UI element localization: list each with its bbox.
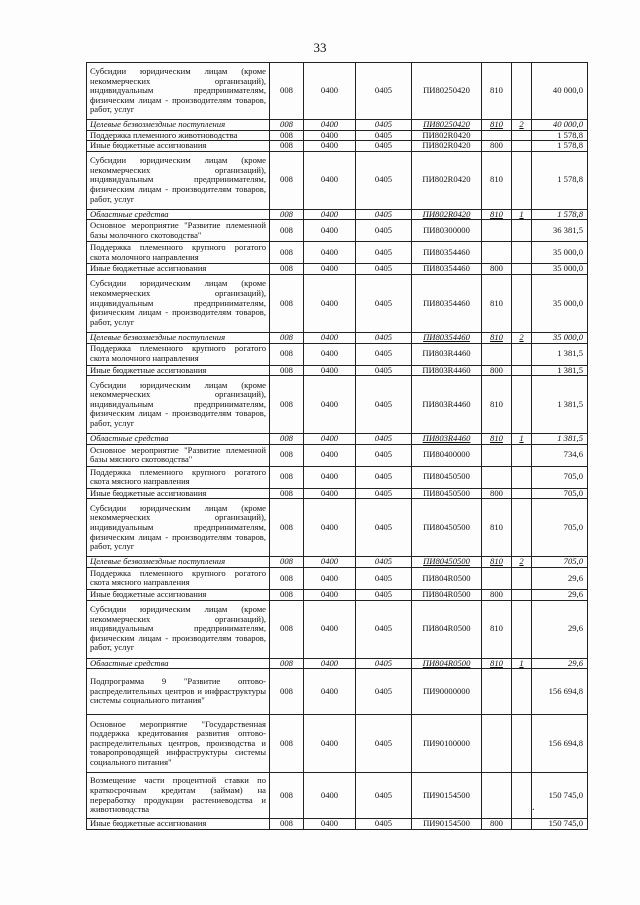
cell-subsection-code: 0405 [356,488,412,499]
cell-ministry-code: 008 [270,444,304,466]
cell-subsection-code: 0405 [356,589,412,600]
cell-section-code: 0400 [304,589,356,600]
cell-subsection-code: 0405 [356,63,412,120]
table-row [87,332,588,343]
cell-amount: 1 578,8 [532,130,588,141]
cell-name: Основное мероприятие "Развитие племенной базы молочного скотоводства" [87,220,270,242]
cell-subsection-code: 0405 [356,669,412,715]
table-row [87,773,588,819]
cell-ministry-code: 008 [270,264,304,275]
cell-target-code: ПИ80354460 [412,264,482,275]
cell-ministry-code: 008 [270,669,304,715]
cell-target-code: ПИ80354460 [412,274,482,332]
cell-amount: 1 381,5 [532,365,588,376]
cell-target-code: ПИ80250420 [412,63,482,120]
cell-ministry-code: 008 [270,434,304,445]
cell-ministry-code: 008 [270,773,304,819]
cell-target-code: ПИ80450500 [412,466,482,488]
cell-subsection-code: 0405 [356,557,412,568]
cell-section-code: 0400 [304,120,356,131]
cell-expense-type: 810 [482,499,512,557]
cell-amount: 35 000,0 [532,274,588,332]
cell-ministry-code: 008 [270,274,304,332]
cell-expense-type [482,242,512,264]
cell-ministry-code: 008 [270,63,304,120]
cell-section-code: 0400 [304,715,356,773]
cell-subsection-code: 0405 [356,120,412,131]
cell-target-code: ПИ80400000 [412,444,482,466]
cell-expense-type [482,130,512,141]
cell-target-code: ПИ802R0420 [412,151,482,209]
cell-name: Поддержка племенного крупного рогатого скота молочного направления [87,242,270,264]
cell-section-code: 0400 [304,600,356,658]
cell-name: Подпрограмма 9 "Развитие оптово-распределительных центров и инфраструктуры системы социального питания" [87,669,270,715]
cell-funding-source: 2 [512,120,532,131]
cell-ministry-code: 008 [270,242,304,264]
cell-amount: 1 381,5 [532,376,588,434]
cell-expense-type: 800 [482,141,512,152]
cell-amount: 1 381,5 [532,434,588,445]
cell-subsection-code: 0405 [356,600,412,658]
cell-name: Иные бюджетные ассигнования [87,488,270,499]
cell-subsection-code: 0405 [356,658,412,669]
cell-funding-source [512,600,532,658]
cell-funding-source [512,773,532,819]
cell-ministry-code: 008 [270,557,304,568]
table-row [87,557,588,568]
cell-name: Иные бюджетные ассигнования [87,819,270,830]
cell-expense-type: 800 [482,264,512,275]
cell-target-code: ПИ804R0500 [412,589,482,600]
cell-section-code: 0400 [304,444,356,466]
cell-section-code: 0400 [304,557,356,568]
cell-name: Субсидии юридическим лицам (кроме некоммерческих организаций), индивидуальным предпринимателям, физическим лицам - производителям товаров, работ, услуг [87,600,270,658]
cell-funding-source [512,63,532,120]
cell-amount: 1 578,8 [532,209,588,220]
cell-funding-source [512,264,532,275]
cell-subsection-code: 0405 [356,434,412,445]
cell-amount: 35 000,0 [532,242,588,264]
cell-expense-type [482,669,512,715]
cell-expense-type [482,715,512,773]
cell-section-code: 0400 [304,499,356,557]
cell-section-code: 0400 [304,466,356,488]
cell-ministry-code: 008 [270,220,304,242]
cell-section-code: 0400 [304,343,356,365]
cell-subsection-code: 0405 [356,130,412,141]
cell-amount: 1 578,8 [532,141,588,152]
cell-ministry-code: 008 [270,488,304,499]
cell-target-code: ПИ802R0420 [412,141,482,152]
cell-funding-source [512,488,532,499]
table-row [87,567,588,589]
cell-ministry-code: 008 [270,600,304,658]
table-row [87,209,588,220]
cell-amount: 29,6 [532,589,588,600]
cell-name: Субсидии юридическим лицам (кроме некоммерческих организаций), индивидуальным предпринимателям, физическим лицам - производителям товаров, работ, услуг [87,499,270,557]
cell-expense-type [482,220,512,242]
cell-subsection-code: 0405 [356,151,412,209]
table-body [87,63,588,830]
cell-amount: 1 578,8 [532,151,588,209]
cell-funding-source [512,242,532,264]
cell-subsection-code: 0405 [356,567,412,589]
cell-amount: 705,0 [532,499,588,557]
cell-funding-source [512,130,532,141]
cell-ministry-code: 008 [270,130,304,141]
cell-name: Целевые безвозмездные поступления [87,557,270,568]
cell-name: Иные бюджетные ассигнования [87,141,270,152]
cell-name: Областные средства [87,658,270,669]
cell-section-code: 0400 [304,434,356,445]
cell-target-code: ПИ80300000 [412,220,482,242]
cell-section-code: 0400 [304,365,356,376]
cell-name: Иные бюджетные ассигнования [87,365,270,376]
cell-target-code: ПИ80354460 [412,242,482,264]
cell-target-code: ПИ80250420 [412,120,482,131]
cell-expense-type: 810 [482,600,512,658]
cell-section-code: 0400 [304,658,356,669]
cell-name: Поддержка племенного животноводства [87,130,270,141]
table-row [87,242,588,264]
cell-subsection-code: 0405 [356,343,412,365]
cell-ministry-code: 008 [270,376,304,434]
cell-target-code: ПИ803R4460 [412,434,482,445]
cell-name: Основное мероприятие "Развитие племенной базы мясного скотоводства" [87,444,270,466]
cell-amount: 40 000,0 [532,120,588,131]
cell-expense-type: 810 [482,151,512,209]
cell-funding-source [512,819,532,830]
cell-name: Поддержка племенного крупного рогатого скота мясного направления [87,466,270,488]
cell-expense-type: 810 [482,332,512,343]
table-row [87,141,588,152]
cell-expense-type [482,444,512,466]
page-number: 33 [313,40,327,55]
cell-amount: 35 000,0 [532,332,588,343]
cell-section-code: 0400 [304,773,356,819]
table-row [87,444,588,466]
cell-section-code: 0400 [304,488,356,499]
cell-ministry-code: 008 [270,499,304,557]
cell-funding-source: 2 [512,332,532,343]
cell-subsection-code: 0405 [356,444,412,466]
cell-amount: 1 381,5 [532,343,588,365]
cell-funding-source [512,220,532,242]
cell-subsection-code: 0405 [356,376,412,434]
cell-expense-type: 810 [482,209,512,220]
cell-funding-source [512,589,532,600]
cell-ministry-code: 008 [270,343,304,365]
cell-target-code: ПИ804R0500 [412,567,482,589]
cell-ministry-code: 008 [270,209,304,220]
cell-expense-type: 810 [482,274,512,332]
table-row [87,466,588,488]
cell-expense-type: 810 [482,434,512,445]
cell-subsection-code: 0405 [356,773,412,819]
cell-target-code: ПИ90000000 [412,669,482,715]
cell-ministry-code: 008 [270,567,304,589]
table-row [87,434,588,445]
cell-target-code: ПИ80450500 [412,488,482,499]
table-row [87,600,588,658]
cell-subsection-code: 0405 [356,466,412,488]
cell-name: Областные средства [87,209,270,220]
cell-name: Иные бюджетные ассигнования [87,264,270,275]
cell-name: Основное мероприятие "Государственная поддержка кредитования развития оптово-распределительных центров, производства и товаропроводящей инфраструктуры системы социального питания" [87,715,270,773]
cell-section-code: 0400 [304,63,356,120]
cell-target-code: ПИ90100000 [412,715,482,773]
cell-name: Субсидии юридическим лицам (кроме некоммерческих организаций), индивидуальным предпринимателям, физическим лицам - производителям товаров, работ, услуг [87,63,270,120]
cell-expense-type: 810 [482,557,512,568]
cell-funding-source [512,715,532,773]
cell-amount: 734,6 [532,444,588,466]
cell-name: Целевые безвозмездные поступления [87,120,270,131]
cell-expense-type: 800 [482,819,512,830]
cell-funding-source [512,376,532,434]
cell-expense-type: 800 [482,365,512,376]
cell-funding-source [512,466,532,488]
cell-section-code: 0400 [304,130,356,141]
cell-expense-type: 800 [482,589,512,600]
table-row [87,63,588,120]
cell-section-code: 0400 [304,376,356,434]
table-row [87,376,588,434]
cell-section-code: 0400 [304,264,356,275]
cell-expense-type [482,466,512,488]
cell-ministry-code: 008 [270,151,304,209]
cell-section-code: 0400 [304,332,356,343]
cell-subsection-code: 0405 [356,332,412,343]
table-row [87,658,588,669]
cell-amount: 150 745,0 [532,819,588,830]
cell-amount: 29,6 [532,658,588,669]
cell-target-code: ПИ80450500 [412,557,482,568]
cell-section-code: 0400 [304,567,356,589]
cell-funding-source [512,141,532,152]
table-row [87,819,588,830]
cell-expense-type [482,773,512,819]
cell-amount: 40 000,0 [532,63,588,120]
cell-subsection-code: 0405 [356,264,412,275]
cell-funding-source: 2 [512,557,532,568]
cell-subsection-code: 0405 [356,274,412,332]
cell-ministry-code: 008 [270,332,304,343]
cell-section-code: 0400 [304,819,356,830]
cell-section-code: 0400 [304,669,356,715]
cell-target-code: ПИ802R0420 [412,209,482,220]
cell-name: Субсидии юридическим лицам (кроме некоммерческих организаций), индивидуальным предпринимателям, физическим лицам - производителям товаров, работ, услуг [87,274,270,332]
cell-funding-source: 1 [512,209,532,220]
cell-amount: 705,0 [532,557,588,568]
cell-target-code: ПИ90154500 [412,773,482,819]
cell-funding-source [512,365,532,376]
table-row [87,120,588,131]
cell-expense-type: 810 [482,658,512,669]
cell-ministry-code: 008 [270,715,304,773]
cell-name: Субсидии юридическим лицам (кроме некоммерческих организаций), индивидуальным предпринимателям, физическим лицам - производителям товаров, работ, услуг [87,376,270,434]
table-row [87,264,588,275]
cell-funding-source [512,669,532,715]
cell-subsection-code: 0405 [356,819,412,830]
cell-subsection-code: 0405 [356,499,412,557]
table-row [87,220,588,242]
cell-name: Областные средства [87,434,270,445]
cell-subsection-code: 0405 [356,715,412,773]
cell-expense-type [482,567,512,589]
cell-amount: 156 694,8 [532,715,588,773]
cell-section-code: 0400 [304,209,356,220]
cell-name: Субсидии юридическим лицам (кроме некоммерческих организаций), индивидуальным предпринимателям, физическим лицам - производителям товаров, работ, услуг [87,151,270,209]
cell-target-code: ПИ90154500 [412,819,482,830]
cell-target-code: ПИ804R0500 [412,600,482,658]
cell-funding-source [512,151,532,209]
cell-section-code: 0400 [304,220,356,242]
cell-subsection-code: 0405 [356,365,412,376]
cell-subsection-code: 0405 [356,209,412,220]
table-row [87,274,588,332]
cell-expense-type [482,343,512,365]
table-row [87,365,588,376]
cell-target-code: ПИ803R4460 [412,376,482,434]
cell-funding-source [512,343,532,365]
cell-funding-source [512,274,532,332]
cell-amount: 150 745,0 [532,773,588,819]
budget-allocation-table [86,62,588,830]
cell-amount: 35 000,0 [532,264,588,275]
cell-target-code: ПИ803R4460 [412,365,482,376]
cell-ministry-code: 008 [270,819,304,830]
cell-name: Иные бюджетные ассигнования [87,589,270,600]
table-row [87,715,588,773]
cell-amount: 705,0 [532,488,588,499]
cell-amount: 29,6 [532,600,588,658]
table-row [87,589,588,600]
cell-funding-source [512,499,532,557]
cell-section-code: 0400 [304,242,356,264]
cell-expense-type: 810 [482,63,512,120]
cell-target-code: ПИ803R4460 [412,343,482,365]
cell-amount: 29,6 [532,567,588,589]
cell-funding-source: 1 [512,658,532,669]
cell-target-code: ПИ804R0500 [412,658,482,669]
cell-name: Поддержка племенного крупного рогатого скота мясного направления [87,567,270,589]
cell-target-code: ПИ802R0420 [412,130,482,141]
cell-section-code: 0400 [304,141,356,152]
cell-section-code: 0400 [304,151,356,209]
table-row [87,343,588,365]
cell-expense-type: 810 [482,376,512,434]
cell-ministry-code: 008 [270,120,304,131]
cell-ministry-code: 008 [270,365,304,376]
cell-name: Целевые безвозмездные поступления [87,332,270,343]
stray-dot-mark: . [532,802,535,813]
table-row [87,130,588,141]
cell-amount: 36 381,5 [532,220,588,242]
cell-expense-type: 810 [482,120,512,131]
cell-ministry-code: 008 [270,466,304,488]
cell-name: Поддержка племенного крупного рогатого скота молочного направления [87,343,270,365]
table-row [87,499,588,557]
cell-funding-source [512,444,532,466]
cell-expense-type: 800 [482,488,512,499]
cell-ministry-code: 008 [270,141,304,152]
table-row [87,151,588,209]
cell-funding-source [512,567,532,589]
cell-subsection-code: 0405 [356,141,412,152]
cell-subsection-code: 0405 [356,220,412,242]
cell-ministry-code: 008 [270,589,304,600]
cell-amount: 156 694,8 [532,669,588,715]
cell-subsection-code: 0405 [356,242,412,264]
cell-ministry-code: 008 [270,658,304,669]
cell-target-code: ПИ80450500 [412,499,482,557]
cell-section-code: 0400 [304,274,356,332]
cell-amount: 705,0 [532,466,588,488]
cell-name: Возмещение части процентной ставки по краткосрочным кредитам (займам) на переработку продукции растениеводства и животноводства [87,773,270,819]
table-row [87,488,588,499]
table-row [87,669,588,715]
cell-target-code: ПИ80354460 [412,332,482,343]
cell-funding-source: 1 [512,434,532,445]
